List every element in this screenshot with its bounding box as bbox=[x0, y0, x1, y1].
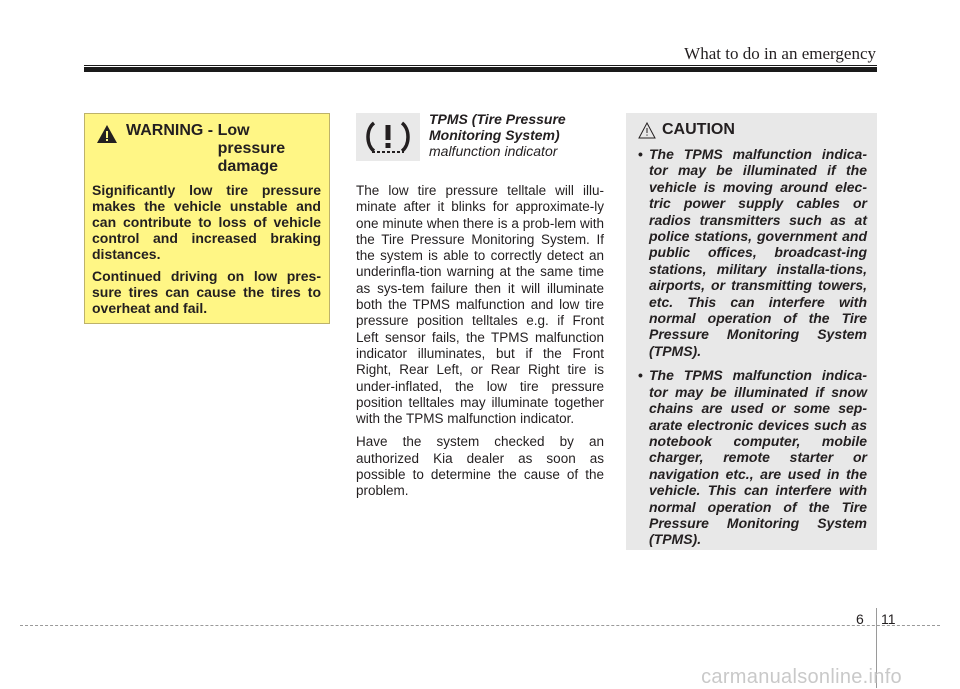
tpms-warning-icon bbox=[364, 119, 412, 155]
page-chapter-number: 6 bbox=[856, 611, 864, 627]
caution-triangle-icon bbox=[638, 122, 656, 139]
footer-rule bbox=[20, 625, 940, 626]
caution-list bbox=[632, 146, 867, 548]
warning-box bbox=[84, 113, 330, 324]
page-header-title: What to do in an emergency bbox=[684, 44, 876, 63]
caution-item bbox=[632, 367, 867, 547]
caution-header bbox=[638, 121, 867, 139]
caution-title: CAUTION bbox=[662, 121, 735, 138]
tpms-heading-line: TPMS (Tire Pressure bbox=[429, 111, 566, 127]
tpms-paragraph: The low tire pressure telltale will illu-minate after it blinks for approximate-ly one minute when there is a prob-lem with the Tire Pressure Monitoring System. If the system is able to correctly detect an underinfla-tion warning at the same time as sys-tem failure then it will illuminate both the TPMS malfunction and low tire pressure position telltales e.g. if Front Left sensor fails, the TPMS malfunction indicator illuminates, but if the Front Right, Rear Left, or Rear Right tire is under-inflated, the low tire pressure position telltales may illuminate together with the TPMS malfunction indicator. bbox=[356, 183, 604, 427]
tpms-heading-line: Monitoring System) bbox=[429, 127, 560, 143]
warning-text bbox=[92, 182, 321, 316]
bullet-icon: • bbox=[638, 367, 643, 384]
caution-item-text: The TPMS malfunction indica-tor may be illuminated if the vehicle is moving around elec-tric power supply cables or radios transmitters such as at police stations, government and public offices, broadcast-ing stations, military installa-tions, airports, or transmitting towers, etc. This can interfere with normal operation of the Tire Pressure Monitoring System (TPMS). bbox=[649, 146, 867, 359]
watermark: carmanualsonline.info bbox=[701, 666, 902, 688]
warning-title bbox=[126, 122, 285, 176]
caution-box bbox=[626, 113, 877, 550]
header-rule bbox=[84, 67, 877, 72]
tpms-body bbox=[356, 183, 604, 507]
tpms-paragraph: Have the system checked by an authorized Kia dealer as soon as possible to determine the cause of the problem. bbox=[356, 434, 604, 499]
warning-prefix: WARNING - bbox=[126, 122, 214, 139]
tpms-heading bbox=[429, 111, 609, 159]
tpms-icon-box bbox=[356, 113, 420, 161]
warning-paragraph: Significantly low tire pressure makes the vehicle unstable and can contribute to loss of vehicle control and increased braking distances. bbox=[92, 182, 321, 262]
warning-title-line: pressure bbox=[217, 140, 286, 157]
warning-triangle-icon bbox=[96, 124, 118, 144]
tpms-heading-line: malfunction indicator bbox=[429, 143, 558, 159]
warning-title-line: Low bbox=[217, 122, 250, 139]
warning-header bbox=[92, 122, 321, 176]
bullet-icon: • bbox=[638, 146, 643, 162]
caution-item-text: The TPMS malfunction indica-tor may be illuminated if snow chains are used or some sep-arate electronic devices such as notebook computer, mobile charger, remote starter or navigation etc., are used in the vehicle. This can interfere with normal operation of the Tire Pressure Monitoring System (TPMS). bbox=[649, 367, 867, 548]
page-number: 11 bbox=[881, 611, 896, 627]
warning-title-line: damage bbox=[217, 158, 279, 175]
warning-paragraph: Continued driving on low pres-sure tires can cause the tires to overheat and fail. bbox=[92, 268, 321, 316]
caution-item bbox=[632, 146, 867, 359]
